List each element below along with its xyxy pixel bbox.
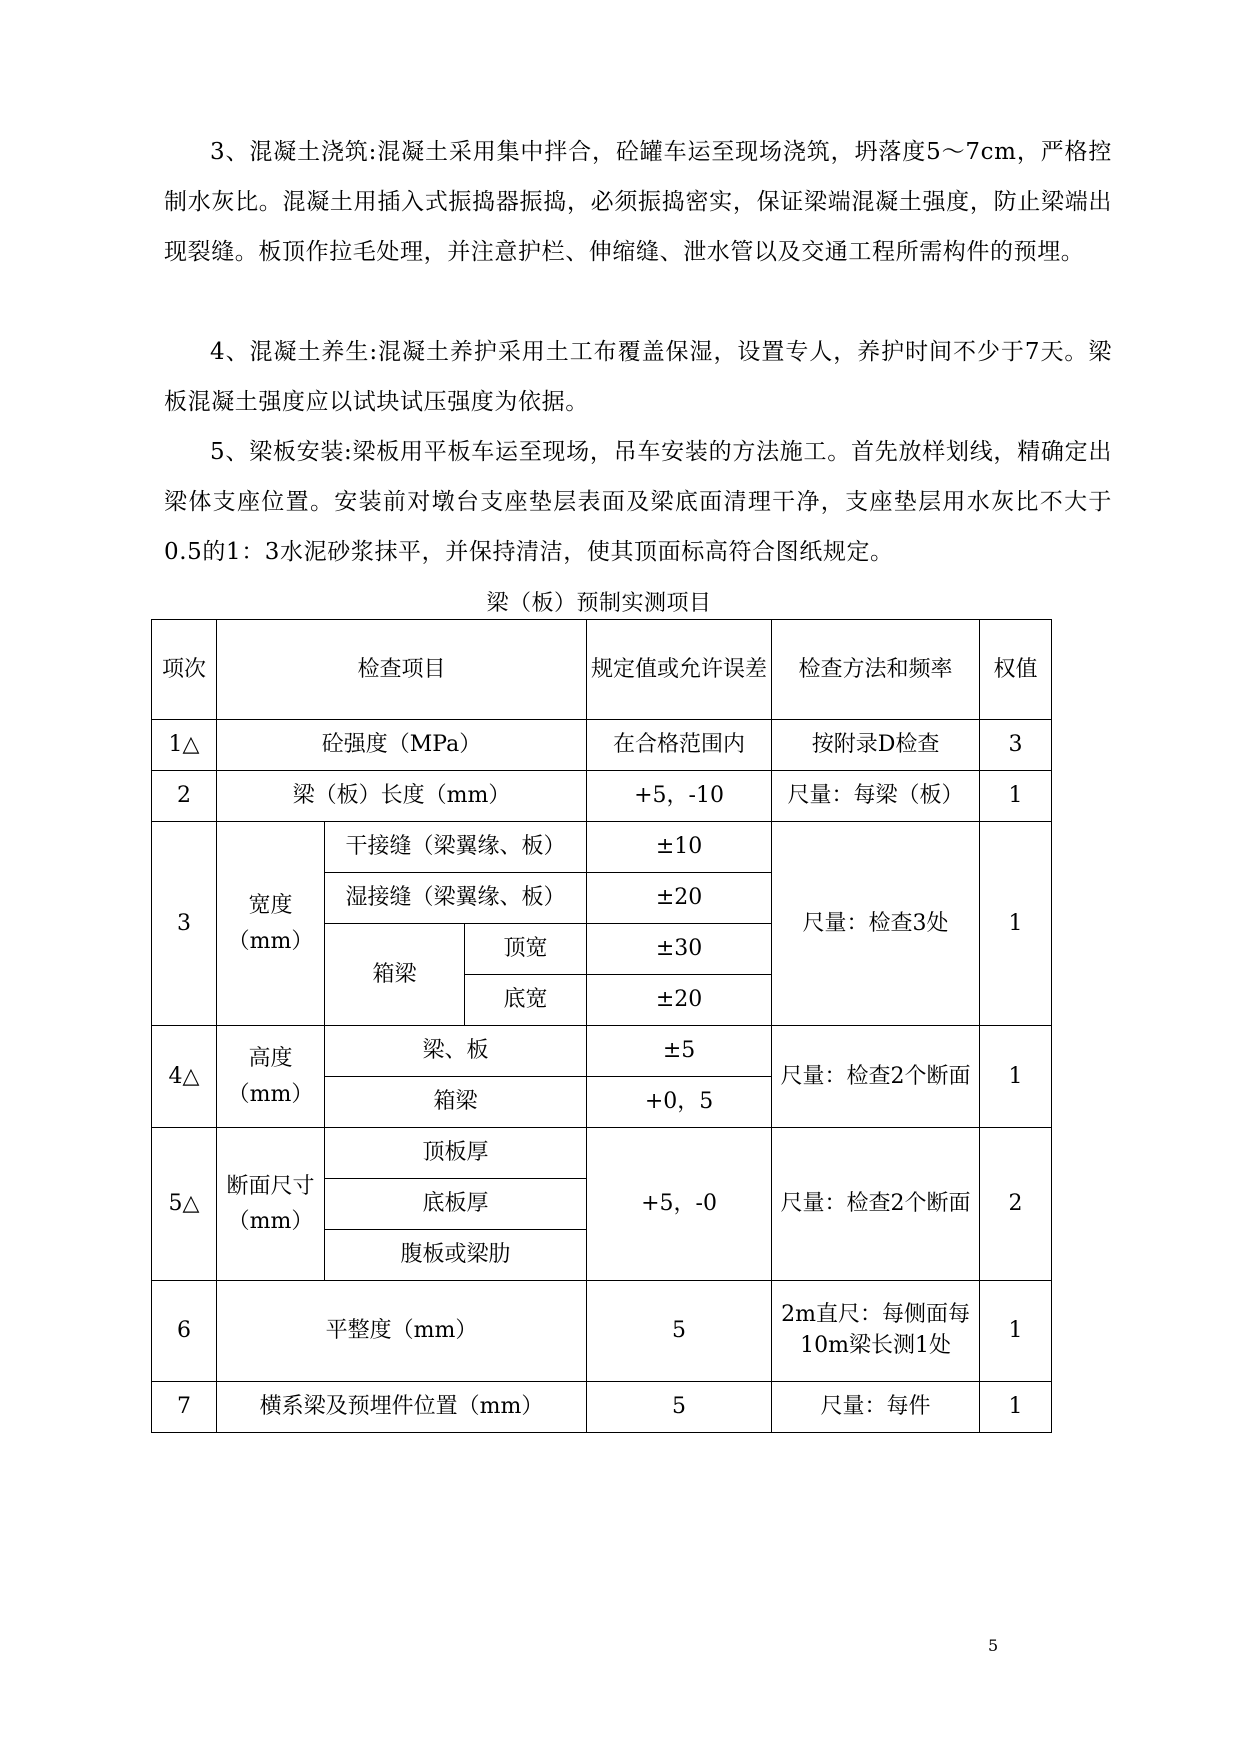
row-method: 尺量：检查2个断面 xyxy=(772,1026,980,1128)
row-subitem-web: 腹板或梁肋 xyxy=(325,1230,587,1281)
row-method: 按附录D检查 xyxy=(772,720,980,771)
row-weight: 1 xyxy=(980,1382,1052,1433)
row-subitem-wet-joint: 湿接缝（梁翼缘、板） xyxy=(325,873,587,924)
row-subitem-box-girder: 箱梁 xyxy=(325,924,465,1026)
row-weight: 1 xyxy=(980,822,1052,1026)
row-no: 3 xyxy=(152,822,217,1026)
header-tolerance: 规定值或允许误差 xyxy=(587,620,772,720)
row-group-height: 高度（mm） xyxy=(217,1026,325,1128)
paragraph-concrete-pouring: 3、混凝土浇筑:混凝土采用集中拌合，砼罐车运至现场浇筑，坍落度5～7cm，严格控制水灰比。混凝土用插入式振捣器振捣，必须振捣密实，保证梁端混凝土强度，防止梁端出现裂缝。板顶作拉毛处理，并注意护栏、伸缩缝、泄水管以及交通工程所需构件的预埋。 xyxy=(164,139,1112,265)
row-method: 尺量：检查3处 xyxy=(772,822,980,1026)
table-caption: 梁（板）预制实测项目 xyxy=(486,591,712,616)
row-method: 尺量：每件 xyxy=(772,1382,980,1433)
row-no: 1△ xyxy=(152,720,217,771)
paragraph-concrete-curing: 4、混凝土养生:混凝土养护采用土工布覆盖保湿，设置专人，养护时间不少于7天。梁板混凝土强度应以试块试压强度为依据。 xyxy=(164,339,1112,415)
row-group-section: 断面尺寸（mm） xyxy=(217,1128,325,1281)
paragraph-beam-installation: 5、梁板安装:梁板用平板车运至现场，吊车安装的方法施工。首先放样划线，精确定出梁体支座位置。安装前对墩台支座垫层表面及梁底面清理干净，支座垫层用水灰比不大于0.5的1：3水泥砂浆抹平，并保持清洁，使其顶面标高符合图纸规定。 xyxy=(164,439,1112,565)
row-weight: 1 xyxy=(980,771,1052,822)
header-check-item: 检查项目 xyxy=(217,620,587,720)
table-row xyxy=(152,771,1052,822)
row-tolerance: +0，5 xyxy=(587,1077,772,1128)
row-check-item: 砼强度（MPa） xyxy=(217,720,587,771)
row-subitem-top-slab: 顶板厚 xyxy=(325,1128,587,1179)
row-tolerance: 在合格范围内 xyxy=(587,720,772,771)
header-item-no: 项次 xyxy=(152,620,217,720)
row-no: 5△ xyxy=(152,1128,217,1281)
table-row xyxy=(152,1026,1052,1077)
row-tolerance: ±5 xyxy=(587,1026,772,1077)
row-group-width: 宽度（mm） xyxy=(217,822,325,1026)
row-tolerance: ±30 xyxy=(587,924,772,975)
row-subitem-box-girder: 箱梁 xyxy=(325,1077,587,1128)
header-weight: 权值 xyxy=(980,620,1052,720)
row-tolerance: ±20 xyxy=(587,873,772,924)
row-subitem-dry-joint: 干接缝（梁翼缘、板） xyxy=(325,822,587,873)
row-weight: 1 xyxy=(980,1026,1052,1128)
row-check-item: 平整度（mm） xyxy=(217,1281,587,1382)
table-row xyxy=(152,720,1052,771)
row-method: 2m直尺：每侧面每10m梁长测1处 xyxy=(772,1281,980,1382)
row-subitem-bottom-slab: 底板厚 xyxy=(325,1179,587,1230)
row-tolerance: ±10 xyxy=(587,822,772,873)
row-no: 7 xyxy=(152,1382,217,1433)
row-subitem-top-width: 顶宽 xyxy=(465,924,587,975)
row-no: 2 xyxy=(152,771,217,822)
row-subitem-bottom-width: 底宽 xyxy=(465,975,587,1026)
row-method: 尺量：检查2个断面 xyxy=(772,1128,980,1281)
row-tolerance: +5，-10 xyxy=(587,771,772,822)
row-weight: 3 xyxy=(980,720,1052,771)
row-tolerance: ±20 xyxy=(587,975,772,1026)
row-method: 尺量：每梁（板） xyxy=(772,771,980,822)
row-no: 4△ xyxy=(152,1026,217,1128)
row-weight: 1 xyxy=(980,1281,1052,1382)
row-check-item: 梁（板）长度（mm） xyxy=(217,771,587,822)
row-no: 6 xyxy=(152,1281,217,1382)
row-check-item: 横系梁及预埋件位置（mm） xyxy=(217,1382,587,1433)
row-subitem-beam-plate: 梁、板 xyxy=(325,1026,587,1077)
table-row xyxy=(152,1382,1052,1433)
table-header-row xyxy=(152,620,1052,720)
table-row xyxy=(152,1128,1052,1179)
row-tolerance: +5，-0 xyxy=(587,1128,772,1281)
table-row xyxy=(152,822,1052,873)
row-tolerance: 5 xyxy=(587,1281,772,1382)
header-method: 检查方法和频率 xyxy=(772,620,980,720)
inspection-table xyxy=(151,619,1052,1433)
row-tolerance: 5 xyxy=(587,1382,772,1433)
table-row xyxy=(152,1281,1052,1382)
page-number: 5 xyxy=(988,1636,999,1655)
row-weight: 2 xyxy=(980,1128,1052,1281)
